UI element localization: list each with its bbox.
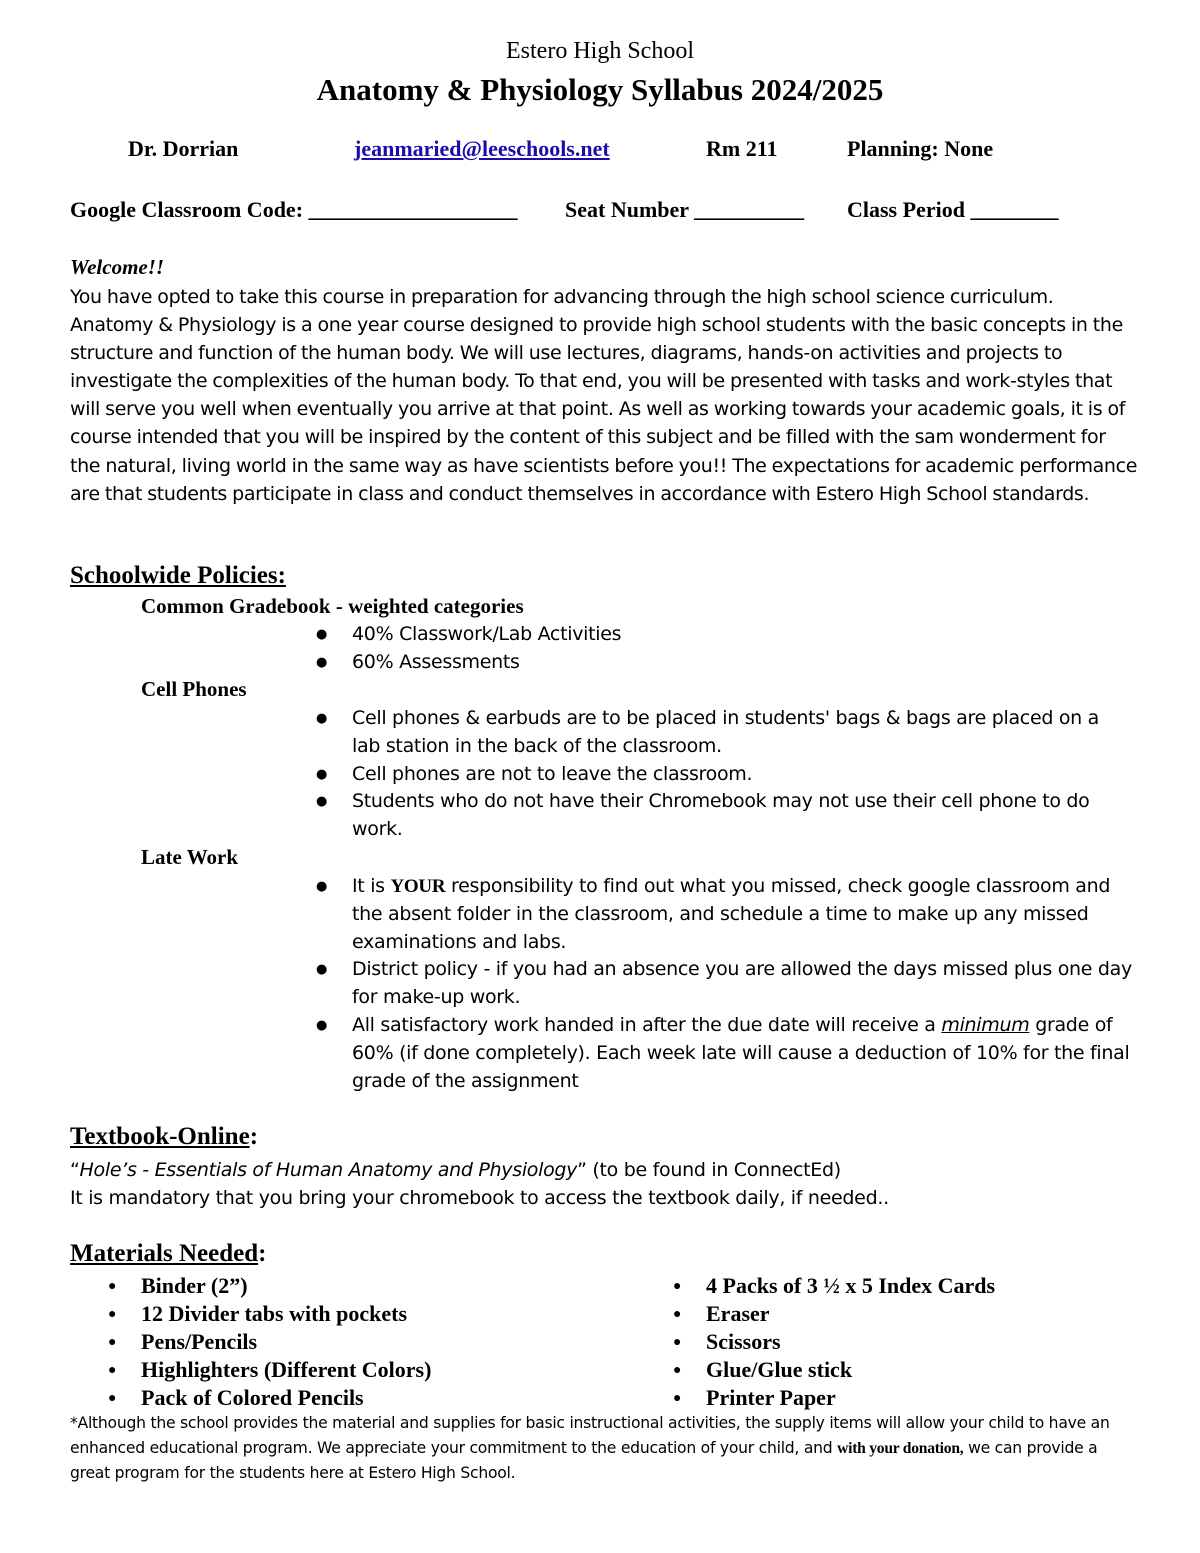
list-item [352, 1012, 1142, 1095]
list-item: ● 4 Packs of 3 ½ x 5 Index Cards [706, 1272, 995, 1300]
list-item: ● 40% Classwork/Lab Activities [352, 621, 1142, 649]
welcome-heading: Welcome!! [70, 255, 165, 279]
materials-heading-text: Materials Needed [70, 1240, 259, 1267]
late-item-text: grade of 60% (if done completely). Each week late will cause a deduction of 10% for the final grade of the assignment [352, 1013, 1130, 1092]
late-item-text: All satisfactory work handed in after the due date will receive a [352, 1013, 942, 1036]
teacher-email-link[interactable]: jeanmaried@leeschools.net [354, 136, 610, 161]
policies-heading [70, 562, 286, 590]
list-item: ● Eraser [706, 1300, 995, 1328]
note-emphasis: with your donation, [837, 1439, 964, 1457]
late-item-emphasis: minimum [941, 1013, 1030, 1036]
late-item-text: It is [352, 875, 391, 897]
list-item: ● Glue/Glue stick [706, 1356, 995, 1384]
list-item: ● Printer Paper [706, 1384, 995, 1412]
list-item: ● 12 Divider tabs with pockets [141, 1300, 431, 1328]
materials-heading-colon: : [258, 1240, 267, 1267]
list-item [352, 873, 1142, 956]
note-text: *Although the school provides the material and supplies for basic instructional activities, the supply items will allow your child to have an enhanced educational program. We appreciate your commitment to the education of your child, and [70, 1414, 1110, 1457]
page-title: Anatomy & Physiology Syllabus 2024/2025 [316, 72, 884, 107]
textbook-heading-colon: : [249, 1123, 259, 1150]
list-item: ● District policy - if you had an absence you are allowed the days missed plus one day for make-up work. [352, 956, 1142, 1012]
seat-number-field[interactable]: Seat Number __________ [565, 197, 805, 222]
textbook-heading-text: Textbook-Online [70, 1123, 250, 1150]
materials-heading [70, 1240, 266, 1268]
textbook-source: ” (to be found in ConnectEd) [577, 1159, 841, 1181]
textbook-quote: “ [70, 1159, 80, 1181]
class-period-field[interactable]: Class Period ________ [847, 197, 1059, 222]
late-item-text: responsibility to find out what you missed, check google classroom and the absent folder in the classroom, and schedule a time to make up any missed examinations and labs. [352, 875, 1111, 953]
late-work-heading: Late Work [141, 845, 239, 869]
list-item: ● Cell phones are not to leave the classroom. [352, 761, 1112, 789]
policies-heading-text: Schoolwide Policies: [70, 562, 286, 589]
list-item: ● Pens/Pencils [141, 1328, 431, 1356]
list-item: ● Students who do not have their Chromebook may not use their cell phone to do work. [352, 788, 1112, 844]
cell-phones-list [352, 705, 1112, 844]
textbook-title-line [70, 1156, 841, 1184]
textbook-title: Hole’s - Essentials of Human Anatomy and Physiology [79, 1159, 578, 1181]
materials-list-left [141, 1272, 431, 1412]
room-number: Rm 211 [706, 136, 778, 161]
list-item: ● Highlighters (Different Colors) [141, 1356, 431, 1384]
materials-list-right [706, 1272, 995, 1412]
late-work-list [352, 873, 1142, 1095]
welcome-paragraph: You have opted to take this course in preparation for advancing through the high school science curriculum. Anatomy & Physiology is a one year course designed to provide high school students with the basic concepts in the structure and function of the human body. We will use lectures, diagrams, hands-on activities and projects to investigate the complexities of the human body. To that end, you will be presented with tasks and work-styles that will serve you well when eventually you arrive at that point. As well as working towards your academic goals, it is of course intended that you will be inspired by the content of this subject and be filled with the sam wonderment for the natural, living world in the same way as have scientists before you!! The expectations for academic performance are that students participate in class and conduct themselves in accordance with Estero High School standards. [70, 286, 1138, 505]
late-item-emphasis: YOUR [390, 876, 446, 897]
textbook-heading [70, 1123, 258, 1151]
gradebook-list [352, 621, 1142, 677]
google-classroom-code-field[interactable]: Google Classroom Code: ___________________ [70, 197, 518, 222]
list-item: ● Binder (2”) [141, 1272, 431, 1300]
list-item: ● Cell phones & earbuds are to be placed in students' bags & bags are placed on a lab station in the back of the classroom. [352, 705, 1112, 761]
list-item: ● Pack of Colored Pencils [141, 1384, 431, 1412]
textbook-requirement: It is mandatory that you bring your chromebook to access the textbook daily, if needed.. [70, 1187, 889, 1209]
cell-phones-heading: Cell Phones [141, 677, 247, 701]
list-item: ● Scissors [706, 1328, 995, 1356]
list-item: ● 60% Assessments [352, 649, 1142, 677]
supplies-note [70, 1411, 1130, 1486]
teacher-name: Dr. Dorrian [128, 136, 239, 161]
note-text: we can provide a great program for the students here at Estero High School. [70, 1438, 1098, 1482]
planning-period: Planning: None [847, 136, 994, 161]
gradebook-heading: Common Gradebook - weighted categories [141, 594, 524, 618]
school-name: Estero High School [506, 38, 694, 64]
